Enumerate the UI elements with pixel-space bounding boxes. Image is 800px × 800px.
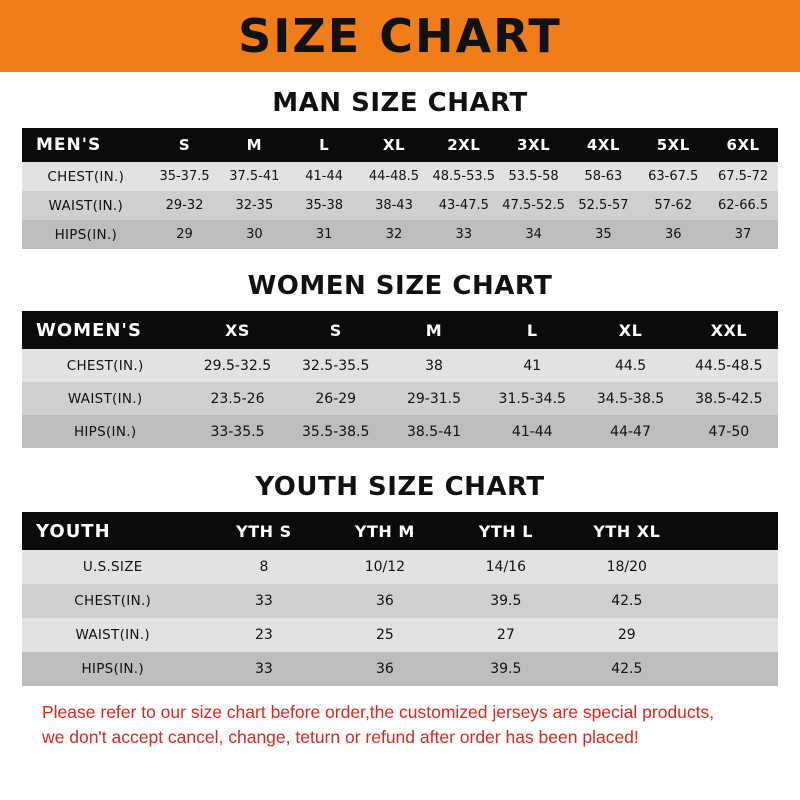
women-chest-xl: 44.5 (614, 357, 647, 374)
page-title: SIZE CHART (238, 9, 562, 63)
header-band (0, 0, 800, 72)
youth-row-label-ussize: U.S.SIZE (82, 559, 143, 575)
man-header-l: L (319, 136, 330, 154)
man-header-xl: XL (382, 136, 406, 154)
women-header-xxl: XXL (710, 320, 748, 340)
man-waist-6xl: 62-66.5 (717, 198, 769, 213)
table-row (22, 584, 778, 618)
youth-waist-l: 27 (496, 627, 515, 643)
youth-header-spacer (687, 512, 778, 550)
women-waist-m: 29-31.5 (406, 390, 462, 407)
women-waist-xxl: 38.5-42.5 (695, 390, 763, 407)
youth-table-body (22, 550, 778, 686)
man-header-label: MEN'S (36, 135, 102, 155)
women-table-head (22, 311, 778, 349)
women-hips-xl: 44-47 (610, 423, 651, 440)
table-row (22, 191, 778, 220)
man-size-table (22, 128, 778, 249)
youth-hips-l: 39.5 (490, 661, 522, 677)
women-waist-s: 26-29 (315, 390, 357, 407)
man-row-label-waist: WAIST(IN.) (48, 197, 124, 214)
table-row (22, 652, 778, 686)
note-line-1: Please refer to our size chart before order,the customized jerseys are special products, (42, 702, 715, 722)
man-waist-l: 35-38 (305, 198, 344, 213)
youth-hips-m: 36 (375, 661, 394, 677)
man-chest-xl: 44-48.5 (368, 169, 420, 184)
man-table-body (22, 162, 778, 249)
man-section-title: MAN SIZE CHART (272, 88, 528, 118)
youth-ussize-xl: 18/20 (606, 559, 647, 575)
youth-table-head (22, 512, 778, 550)
youth-section-title: YOUTH SIZE CHART (255, 472, 545, 502)
table-header-row (22, 512, 778, 550)
content-area (0, 88, 800, 751)
women-chest-xs: 29.5-32.5 (203, 357, 272, 374)
youth-chest-m: 36 (375, 593, 394, 609)
youth-hips-spacer (687, 652, 778, 686)
man-header-5xl: 5XL (656, 136, 690, 154)
man-header-4xl: 4XL (586, 136, 620, 154)
youth-header-yth-m: YTH M (354, 521, 415, 541)
women-hips-xs: 33-35.5 (210, 423, 265, 440)
women-hips-s: 35.5-38.5 (302, 423, 370, 440)
man-waist-5xl: 57-62 (654, 198, 693, 213)
man-header-2xl: 2XL (447, 136, 481, 154)
women-size-table (22, 311, 778, 448)
table-row (22, 618, 778, 652)
man-waist-m: 32-35 (235, 198, 274, 213)
man-header-m: M (246, 136, 263, 154)
man-waist-4xl: 52.5-57 (578, 198, 629, 213)
youth-ussize-m: 10/12 (364, 559, 406, 575)
man-hips-5xl: 36 (664, 227, 682, 242)
man-waist-3xl: 47.5-52.5 (502, 198, 565, 213)
man-header-3xl: 3XL (517, 136, 551, 154)
table-header-row (22, 311, 778, 349)
youth-waist-xl: 29 (617, 627, 636, 643)
women-header-m: M (425, 320, 443, 340)
man-chest-3xl: 53.5-58 (508, 169, 559, 184)
youth-size-table (22, 512, 778, 686)
man-hips-s: 29 (176, 227, 193, 242)
youth-header-yth-xl: YTH XL (593, 521, 661, 541)
man-waist-2xl: 43-47.5 (438, 198, 489, 213)
women-row-label-chest: CHEST(IN.) (66, 357, 144, 374)
man-chest-m: 37.5-41 (229, 169, 280, 184)
youth-waist-spacer (687, 618, 778, 652)
man-row-label-chest: CHEST(IN.) (47, 168, 125, 185)
man-chest-6xl: 67.5-72 (717, 169, 769, 184)
table-header-row (22, 128, 778, 162)
women-header-label: WOMEN'S (36, 319, 142, 341)
women-chest-xxl: 44.5-48.5 (695, 357, 763, 374)
women-table-body (22, 349, 778, 448)
women-waist-l: 31.5-34.5 (498, 390, 566, 407)
women-hips-xxl: 47-50 (708, 423, 750, 440)
women-row-label-waist: WAIST(IN.) (67, 390, 143, 407)
table-row (22, 220, 778, 249)
women-waist-xs: 23.5-26 (210, 390, 265, 407)
youth-hips-xl: 42.5 (611, 661, 643, 677)
man-waist-s: 29-32 (165, 198, 204, 213)
women-chest-l: 41 (523, 357, 542, 374)
man-chest-2xl: 48.5-53.5 (432, 169, 496, 184)
youth-header-label: YOUTH (36, 520, 111, 542)
man-hips-xl: 32 (385, 227, 403, 242)
man-hips-m: 30 (246, 227, 263, 242)
women-row-label-hips: HIPS(IN.) (73, 423, 137, 440)
man-table-head (22, 128, 778, 162)
man-chest-4xl: 58-63 (584, 169, 623, 184)
women-waist-xl: 34.5-38.5 (596, 390, 665, 407)
man-header-s: S (178, 136, 191, 154)
man-chest-s: 35-37.5 (159, 169, 210, 184)
women-hips-m: 38.5-41 (406, 423, 462, 440)
man-hips-6xl: 37 (734, 227, 752, 242)
youth-header-yth-l: YTH L (478, 521, 533, 541)
youth-chest-xl: 42.5 (611, 593, 643, 609)
youth-row-label-waist: WAIST(IN.) (75, 627, 150, 643)
youth-waist-m: 25 (375, 627, 394, 643)
man-hips-4xl: 35 (595, 227, 612, 242)
women-chest-s: 32.5-35.5 (302, 357, 370, 374)
women-hips-l: 41-44 (511, 423, 553, 440)
note-line-2: we don't accept cancel, change, teturn or refund after order has been placed! (42, 727, 639, 748)
table-row (22, 162, 778, 191)
man-chest-5xl: 63-67.5 (648, 169, 699, 184)
youth-chest-l: 39.5 (490, 593, 522, 609)
youth-chest-spacer (687, 584, 778, 618)
man-hips-l: 31 (315, 227, 333, 242)
table-row (22, 349, 778, 382)
table-row (22, 415, 778, 448)
man-header-6xl: 6XL (726, 136, 760, 154)
youth-header-yth-s: YTH S (236, 521, 292, 541)
man-hips-2xl: 33 (455, 227, 473, 242)
table-row (22, 382, 778, 415)
women-section-title: WOMEN SIZE CHART (247, 271, 553, 301)
women-chest-m: 38 (425, 357, 443, 374)
women-header-xl: XL (618, 320, 643, 340)
youth-waist-s: 23 (255, 627, 273, 643)
women-header-s: S (329, 320, 342, 340)
table-row (22, 550, 778, 584)
man-waist-xl: 38-43 (375, 198, 413, 213)
youth-ussize-s: 8 (259, 559, 269, 575)
youth-hips-s: 33 (255, 661, 273, 677)
youth-row-label-chest: CHEST(IN.) (74, 593, 152, 609)
youth-row-label-hips: HIPS(IN.) (81, 661, 144, 677)
man-chest-l: 41-44 (305, 169, 344, 184)
youth-ussize-l: 14/16 (485, 559, 526, 575)
man-row-label-hips: HIPS(IN.) (54, 226, 118, 243)
women-header-xs: XS (225, 320, 250, 340)
women-header-l: L (526, 320, 538, 340)
order-policy-note (42, 700, 758, 751)
man-hips-3xl: 34 (525, 227, 542, 242)
youth-ussize-spacer (687, 550, 778, 584)
youth-chest-s: 33 (255, 593, 273, 609)
